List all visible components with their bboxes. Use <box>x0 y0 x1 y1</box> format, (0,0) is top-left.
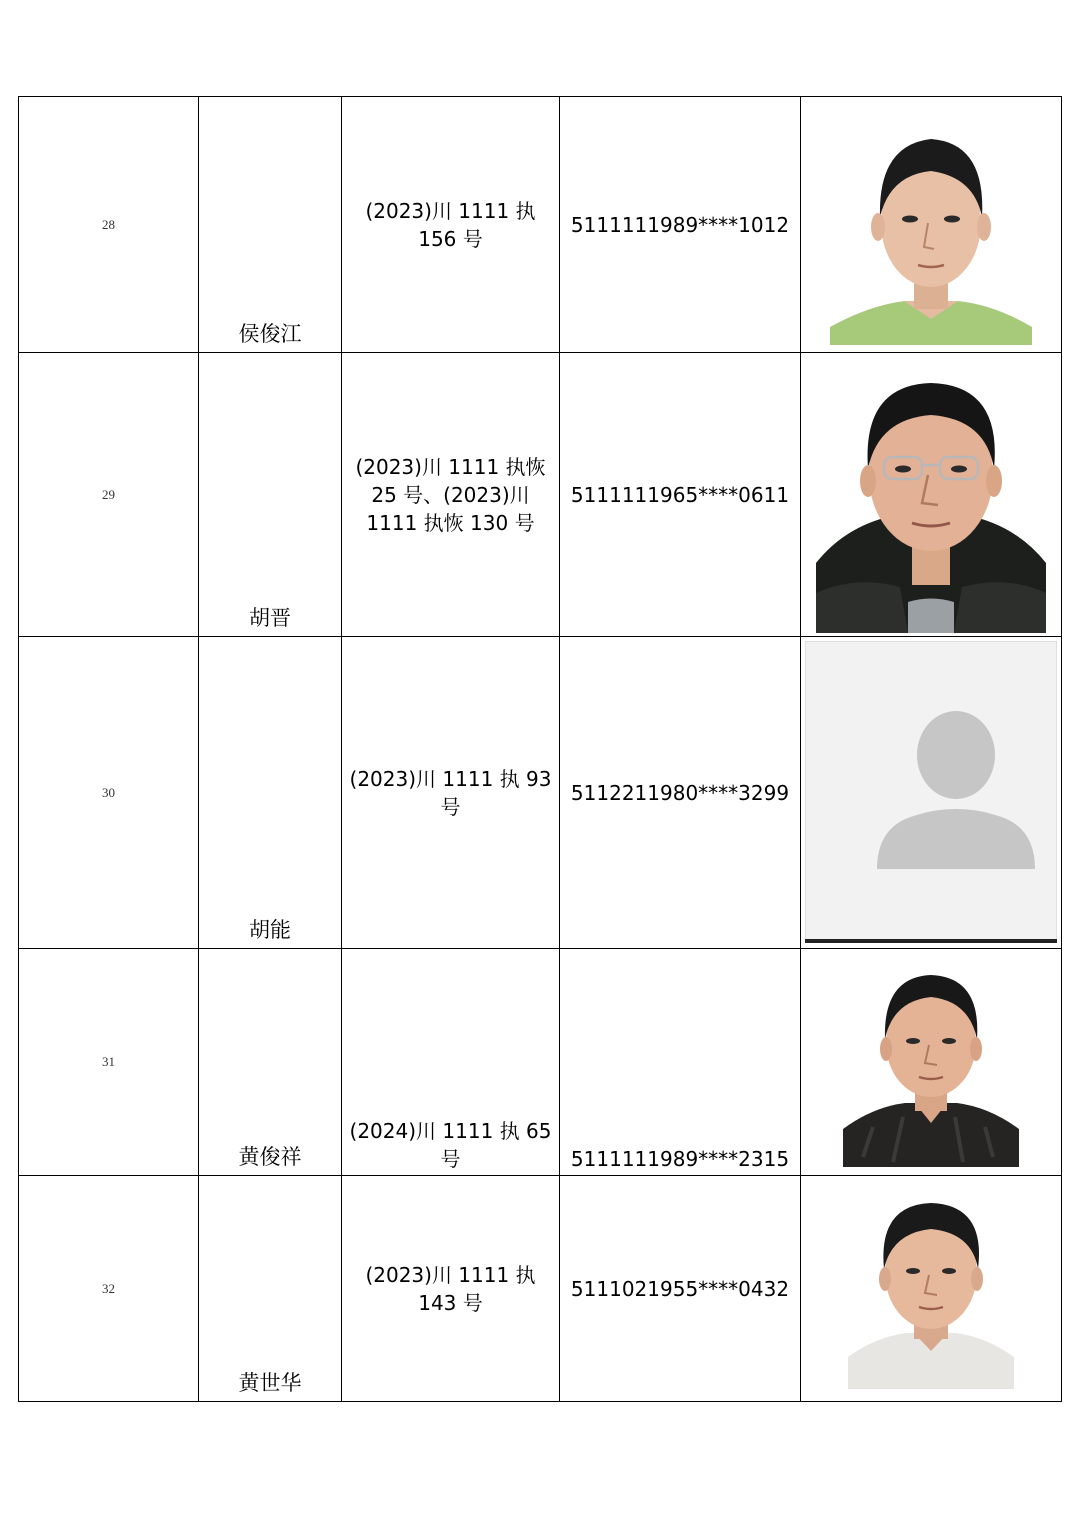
seq-cell: 32 <box>19 1176 199 1402</box>
table-row <box>19 637 1062 949</box>
case-cell: (2023)川 1111 执恢 25 号、(2023)川 1111 执恢 130 号 <box>342 353 560 637</box>
name-cell: 黄世华 <box>199 1176 342 1402</box>
name-cell: 侯俊江 <box>199 97 342 353</box>
seq-cell: 29 <box>19 353 199 637</box>
table-row <box>19 949 1062 1176</box>
photo-cell <box>801 637 1062 949</box>
table-row <box>19 97 1062 353</box>
id-cell: 5111111965****0611 <box>560 353 801 637</box>
case-cell: (2024)川 1111 执 65 号 <box>342 949 560 1176</box>
photo-cell <box>801 353 1062 637</box>
case-cell: (2023)川 1111 执 143 号 <box>342 1176 560 1402</box>
portrait-photo <box>816 357 1046 633</box>
table-row <box>19 353 1062 637</box>
roster-table <box>18 96 1062 1402</box>
placeholder-avatar-icon <box>805 641 1057 945</box>
photo-cell <box>801 97 1062 353</box>
id-cell: 5111111989****2315 <box>560 949 801 1176</box>
photo-cell <box>801 1176 1062 1402</box>
portrait-photo <box>843 957 1019 1167</box>
photo-cell <box>801 949 1062 1176</box>
name-cell: 胡能 <box>199 637 342 949</box>
case-cell: (2023)川 1111 执 156 号 <box>342 97 560 353</box>
seq-cell: 28 <box>19 97 199 353</box>
name-cell: 黄俊祥 <box>199 949 342 1176</box>
case-cell: (2023)川 1111 执 93 号 <box>342 637 560 949</box>
name-cell: 胡晋 <box>199 353 342 637</box>
portrait-photo <box>848 1189 1014 1389</box>
id-cell: 5111021955****0432 <box>560 1176 801 1402</box>
table-row <box>19 1176 1062 1402</box>
seq-cell: 31 <box>19 949 199 1176</box>
id-cell: 5111111989****1012 <box>560 97 801 353</box>
seq-cell: 30 <box>19 637 199 949</box>
id-cell: 5112211980****3299 <box>560 637 801 949</box>
portrait-photo <box>830 105 1032 345</box>
